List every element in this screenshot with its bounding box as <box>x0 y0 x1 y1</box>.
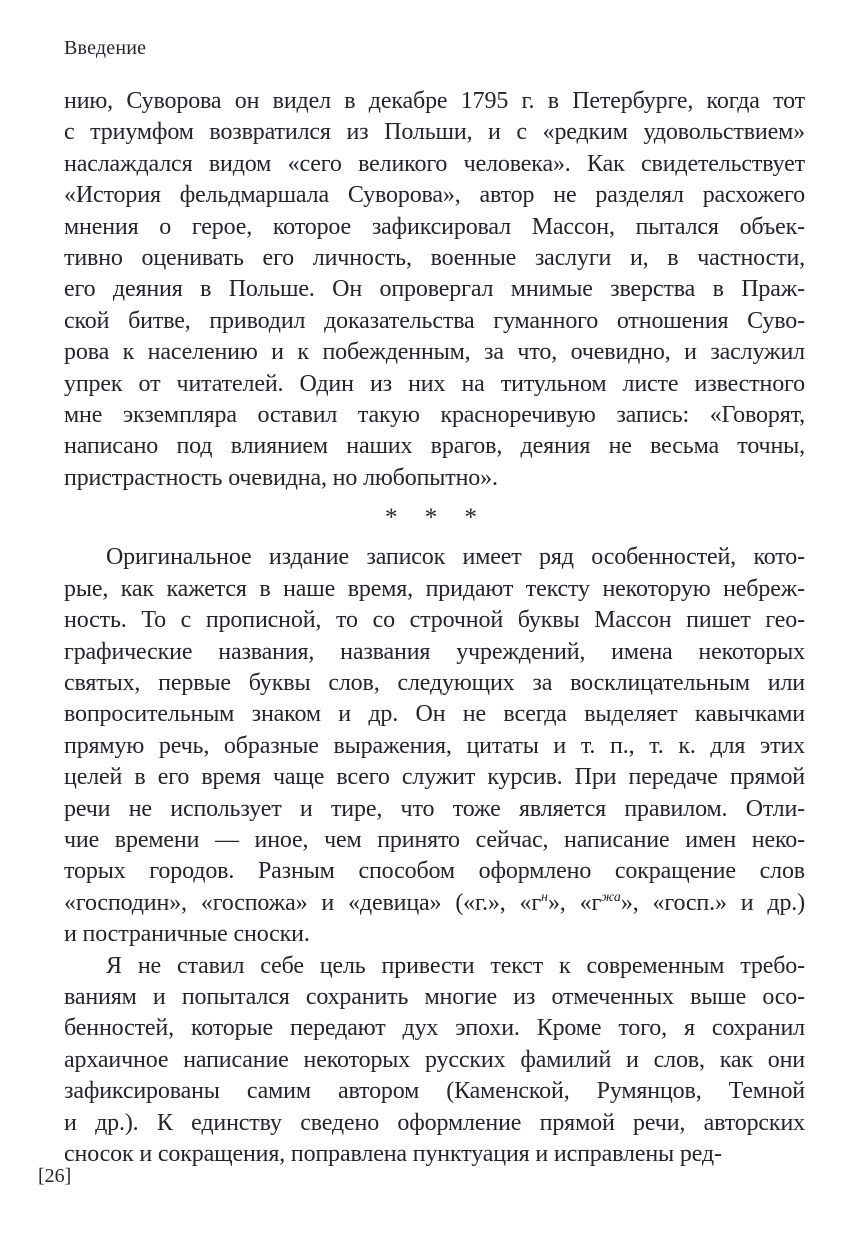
text-column <box>64 86 805 1170</box>
text-line: сносок и сокращения, поправлена пунктуация и исправлены ред- <box>64 1140 722 1167</box>
text-line: и др.). К единству сведено оформление прямой речи, авторских <box>64 1109 805 1136</box>
text-line: прямую речь, образные выражения, цитаты и т. п., т. к. для этих <box>64 732 805 759</box>
text-line: наслаждался видом «сего великого человека». Как свидетельствует <box>64 150 805 177</box>
text-line: зафиксированы самим автором (Каменской, Румянцов, Темной <box>64 1078 805 1105</box>
section-separator: * * * <box>385 504 484 532</box>
text-line: с триумфом возвратился из Польши, и с «редким удовольствием» <box>64 119 805 146</box>
paragraph-2 <box>64 542 805 950</box>
paragraph-1 <box>64 86 805 494</box>
text-line: тивно оценивать его личность, военные заслуги и, в частности, <box>64 244 805 271</box>
text-line: и постраничные сноски. <box>64 921 310 948</box>
text-line: архаичное написание некоторых русских фамилий и слов, как они <box>64 1046 805 1073</box>
text-line: мне экземпляра оставил такую красноречивую запись: «Говорят, <box>64 401 805 428</box>
text-line: Я не ставил себе цель привести текст к современным требо- <box>106 952 805 979</box>
text-line: Оригинальное издание записок имеет ряд особенностей, кото- <box>106 544 805 571</box>
text-line: написано под влиянием наших врагов, деяния не весьма точны, <box>64 433 805 460</box>
text-line: святых, первые буквы слов, следующих за восклицательным или <box>64 670 805 697</box>
text-line: рова к населению и к побежденным, за что, очевидно, и заслужил <box>64 339 805 366</box>
text-line: речи не использует и тире, что тоже является правилом. Отли- <box>64 795 805 822</box>
running-header: Введение <box>64 37 147 59</box>
text-line: нию, Суворова он видел в декабре 1795 г. в Петербурге, когда тот <box>64 88 805 114</box>
text-line: упрек от читателей. Один из них на титульном листе известного <box>64 370 805 397</box>
text-line: «История фельдмаршала Суворова», автор не разделял расхожего <box>64 182 805 209</box>
text-line: графические названия, названия учреждений, имена некоторых <box>64 638 805 665</box>
text-line: пристрастность очевидна, но любопытно». <box>64 464 498 491</box>
text-line: его деяния в Польше. Он опровергал мнимые зверства в Праж- <box>64 276 805 303</box>
paragraph-3 <box>64 951 805 1171</box>
page-number: [26] <box>38 1165 72 1187</box>
text-line: торых городов. Разным способом оформлено сокращение слов <box>64 858 805 885</box>
text-line: мнения о герое, которое зафиксировал Массон, пытался объек- <box>64 213 805 240</box>
text-line: ваниям и попытался сохранить многие из отмеченных выше осо- <box>64 983 805 1010</box>
text-line: бенностей, которые передают дух эпохи. Кроме того, я сохранил <box>64 1015 805 1042</box>
text-line: вопросительным знаком и др. Он не всегда выделяет кавычками <box>64 701 805 728</box>
text-line: «господин», «госпожа» и «девица» («г.», «$г^н$», «$г^{жа}$», «госп.» и др.) <box>64 889 805 916</box>
text-line: рые, как кажется в наше время, придают тексту некоторую небреж- <box>64 575 805 602</box>
text-line: ность. То с прописной, то со строчной буквы Массон пишет гео- <box>64 607 805 634</box>
text-line: ской битве, приводил доказательства гуманного отношения Суво- <box>64 307 805 334</box>
text-line: чие времени — иное, чем принято сейчас, написание имен неко- <box>64 826 805 853</box>
text-line: целей в его время чаще всего служит курсив. При передаче прямой <box>64 764 805 791</box>
